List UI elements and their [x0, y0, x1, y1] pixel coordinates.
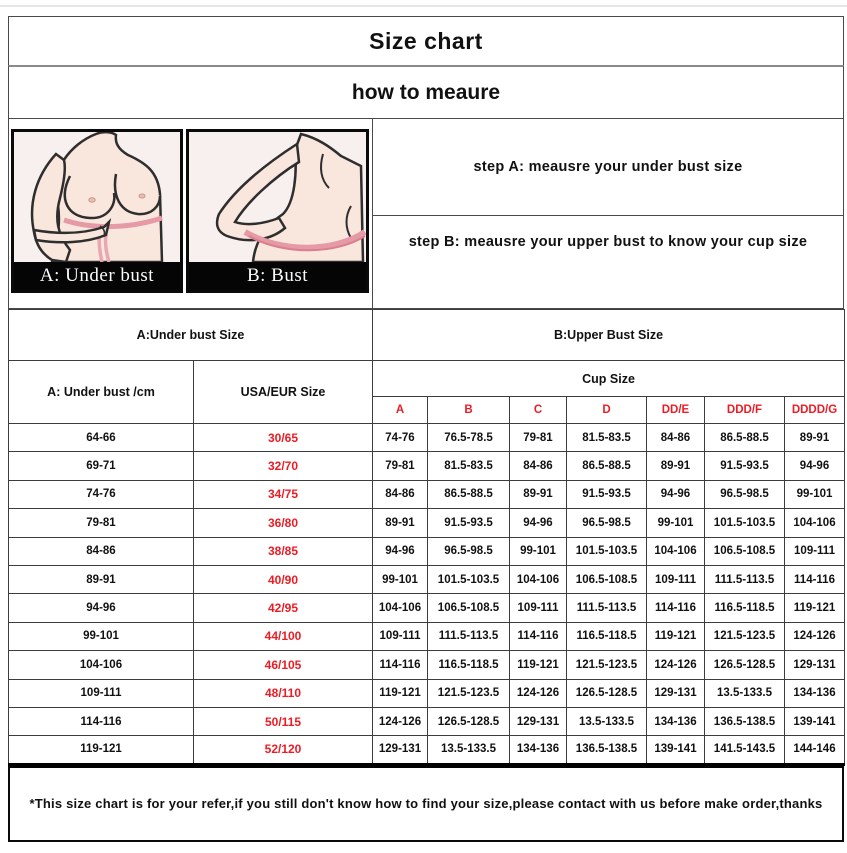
cup-cell: 101.5-103.5 — [705, 509, 785, 537]
usa-eur-cell: 42/95 — [194, 594, 373, 622]
usa-eur-header: USA/EUR Size — [194, 361, 373, 424]
cup-cell: 116.5-118.5 — [428, 651, 510, 679]
cup-column-header: DDD/F — [705, 397, 785, 424]
underbust-cell: 109-111 — [9, 679, 194, 707]
cup-cell: 126.5-128.5 — [567, 679, 647, 707]
underbust-cell: 104-106 — [9, 651, 194, 679]
table-row — [9, 424, 845, 452]
usa-eur-cell: 44/100 — [194, 622, 373, 650]
cup-cell: 124-126 — [373, 707, 428, 735]
cup-cell: 101.5-103.5 — [567, 537, 647, 565]
cup-cell: 99-101 — [510, 537, 567, 565]
usa-eur-cell: 52/120 — [194, 736, 373, 764]
cup-cell: 129-131 — [785, 651, 845, 679]
cup-cell: 96.5-98.5 — [428, 537, 510, 565]
cup-cell: 91.5-93.5 — [567, 480, 647, 508]
cup-cell: 96.5-98.5 — [705, 480, 785, 508]
footer-note: *This size chart is for your refer,if you still don't know how to find your size,please contact with us before make order,thanks — [8, 766, 844, 842]
usa-eur-cell: 32/70 — [194, 452, 373, 480]
cup-cell: 86.5-88.5 — [567, 452, 647, 480]
cup-cell: 86.5-88.5 — [428, 480, 510, 508]
cup-cell: 89-91 — [373, 509, 428, 537]
cup-cell: 96.5-98.5 — [567, 509, 647, 537]
cup-cell: 89-91 — [647, 452, 705, 480]
size-chart-panel — [8, 16, 844, 842]
cup-cell: 109-111 — [785, 537, 845, 565]
cup-cell: 94-96 — [647, 480, 705, 508]
cup-cell: 84-86 — [373, 480, 428, 508]
cup-cell: 111.5-113.5 — [567, 594, 647, 622]
cup-cell: 114-116 — [373, 651, 428, 679]
measure-guide-section — [8, 119, 844, 309]
cup-cell: 129-131 — [647, 679, 705, 707]
cup-column-header: C — [510, 397, 567, 424]
cup-size-header: Cup Size — [373, 361, 845, 397]
cup-cell: 109-111 — [373, 622, 428, 650]
cup-cell: 81.5-83.5 — [567, 424, 647, 452]
cup-cell: 99-101 — [373, 565, 428, 593]
cup-cell: 144-146 — [785, 736, 845, 764]
cup-cell: 136.5-138.5 — [567, 736, 647, 764]
cup-cell: 104-106 — [647, 537, 705, 565]
cup-cell: 139-141 — [785, 707, 845, 735]
underbust-figure-drawing — [14, 132, 180, 262]
cup-cell: 99-101 — [785, 480, 845, 508]
cup-cell: 84-86 — [510, 452, 567, 480]
cup-cell: 111.5-113.5 — [428, 622, 510, 650]
cup-cell: 106.5-108.5 — [705, 537, 785, 565]
cup-cell: 116.5-118.5 — [705, 594, 785, 622]
underbust-cell: 89-91 — [9, 565, 194, 593]
cup-cell: 126.5-128.5 — [428, 707, 510, 735]
underbust-cell: 64-66 — [9, 424, 194, 452]
cup-cell: 74-76 — [373, 424, 428, 452]
cup-cell: 91.5-93.5 — [705, 452, 785, 480]
size-table — [8, 309, 845, 766]
cup-cell: 119-121 — [510, 651, 567, 679]
usa-eur-cell: 46/105 — [194, 651, 373, 679]
usa-eur-cell: 30/65 — [194, 424, 373, 452]
page-title: Size chart — [8, 16, 844, 66]
bust-caption: B: Bust — [189, 262, 366, 290]
table-row — [9, 622, 845, 650]
cup-cell: 109-111 — [510, 594, 567, 622]
cup-cell: 134-136 — [510, 736, 567, 764]
cup-cell: 116.5-118.5 — [567, 622, 647, 650]
size-table-body — [9, 424, 845, 765]
cup-cell: 121.5-123.5 — [567, 651, 647, 679]
underbust-caption: A: Under bust — [14, 262, 180, 290]
cup-column-header: DDDD/G — [785, 397, 845, 424]
cup-cell: 76.5-78.5 — [428, 424, 510, 452]
step-b-text: step B: meausre your upper bust to know your cup size — [408, 234, 808, 250]
cup-cell: 13.5-133.5 — [705, 679, 785, 707]
cup-cell: 104-106 — [785, 509, 845, 537]
cup-cell: 129-131 — [373, 736, 428, 764]
cup-cell: 89-91 — [510, 480, 567, 508]
step-a-text: step A: meausre your under bust size — [373, 119, 843, 216]
underbust-illustration — [11, 129, 183, 293]
table-row — [9, 651, 845, 679]
measure-illustrations — [9, 119, 372, 308]
cup-cell: 136.5-138.5 — [705, 707, 785, 735]
usa-eur-cell: 50/115 — [194, 707, 373, 735]
cup-cell: 79-81 — [510, 424, 567, 452]
cup-cell: 91.5-93.5 — [428, 509, 510, 537]
bust-illustration — [186, 129, 369, 293]
cup-cell: 81.5-83.5 — [428, 452, 510, 480]
measure-steps — [372, 119, 843, 308]
usa-eur-cell: 38/85 — [194, 537, 373, 565]
cup-cell: 114-116 — [785, 565, 845, 593]
table-row — [9, 707, 845, 735]
cup-cell: 79-81 — [373, 452, 428, 480]
cup-cell: 124-126 — [510, 679, 567, 707]
underbust-cell: 74-76 — [9, 480, 194, 508]
cup-cell: 106.5-108.5 — [567, 565, 647, 593]
cup-column-header: A — [373, 397, 428, 424]
cup-cell: 84-86 — [647, 424, 705, 452]
cup-cell: 101.5-103.5 — [428, 565, 510, 593]
cup-cell: 106.5-108.5 — [428, 594, 510, 622]
cup-cell: 134-136 — [785, 679, 845, 707]
usa-eur-cell: 36/80 — [194, 509, 373, 537]
cup-cell: 114-116 — [510, 622, 567, 650]
cup-cell: 111.5-113.5 — [705, 565, 785, 593]
underbust-cell: 94-96 — [9, 594, 194, 622]
cup-cell: 13.5-133.5 — [428, 736, 510, 764]
underbust-cell: 114-116 — [9, 707, 194, 735]
cup-cell: 99-101 — [647, 509, 705, 537]
cup-cell: 121.5-123.5 — [428, 679, 510, 707]
cup-cell: 141.5-143.5 — [705, 736, 785, 764]
cup-cell: 104-106 — [510, 565, 567, 593]
cup-cell: 119-121 — [785, 594, 845, 622]
table-row — [9, 480, 845, 508]
cup-cell: 13.5-133.5 — [567, 707, 647, 735]
underbust-cell: 69-71 — [9, 452, 194, 480]
table-row — [9, 565, 845, 593]
cup-column-header: DD/E — [647, 397, 705, 424]
cup-cell: 94-96 — [373, 537, 428, 565]
cup-column-header: B — [428, 397, 510, 424]
underbust-cell: 79-81 — [9, 509, 194, 537]
cup-cell: 119-121 — [373, 679, 428, 707]
underbust-cell: 99-101 — [9, 622, 194, 650]
cup-column-header: D — [567, 397, 647, 424]
cup-cell: 129-131 — [510, 707, 567, 735]
table-row — [9, 537, 845, 565]
usa-eur-cell: 40/90 — [194, 565, 373, 593]
table-row — [9, 509, 845, 537]
cup-cell: 109-111 — [647, 565, 705, 593]
upperbust-group-header: B:Upper Bust Size — [373, 310, 845, 361]
cup-cell: 126.5-128.5 — [705, 651, 785, 679]
table-row — [9, 452, 845, 480]
how-to-measure-heading: how to meaure — [8, 65, 844, 119]
cup-cell: 124-126 — [647, 651, 705, 679]
cup-cell: 139-141 — [647, 736, 705, 764]
usa-eur-cell: 48/110 — [194, 679, 373, 707]
cup-cell: 134-136 — [647, 707, 705, 735]
bust-figure-drawing — [189, 132, 366, 262]
cup-cell: 121.5-123.5 — [705, 622, 785, 650]
underbust-group-header: A:Under bust Size — [9, 310, 373, 361]
cup-cell: 94-96 — [785, 452, 845, 480]
table-row — [9, 736, 845, 764]
cup-cell: 114-116 — [647, 594, 705, 622]
table-row — [9, 594, 845, 622]
table-row — [9, 679, 845, 707]
cup-cell: 94-96 — [510, 509, 567, 537]
underbust-cm-header: A: Under bust /cm — [9, 361, 194, 424]
usa-eur-cell: 34/75 — [194, 480, 373, 508]
cup-cell: 119-121 — [647, 622, 705, 650]
underbust-cell: 84-86 — [9, 537, 194, 565]
cup-cell: 89-91 — [785, 424, 845, 452]
cup-cell: 86.5-88.5 — [705, 424, 785, 452]
underbust-cell: 119-121 — [9, 736, 194, 764]
cup-cell: 104-106 — [373, 594, 428, 622]
photo-edge-artifact — [0, 5, 847, 7]
cup-cell: 124-126 — [785, 622, 845, 650]
